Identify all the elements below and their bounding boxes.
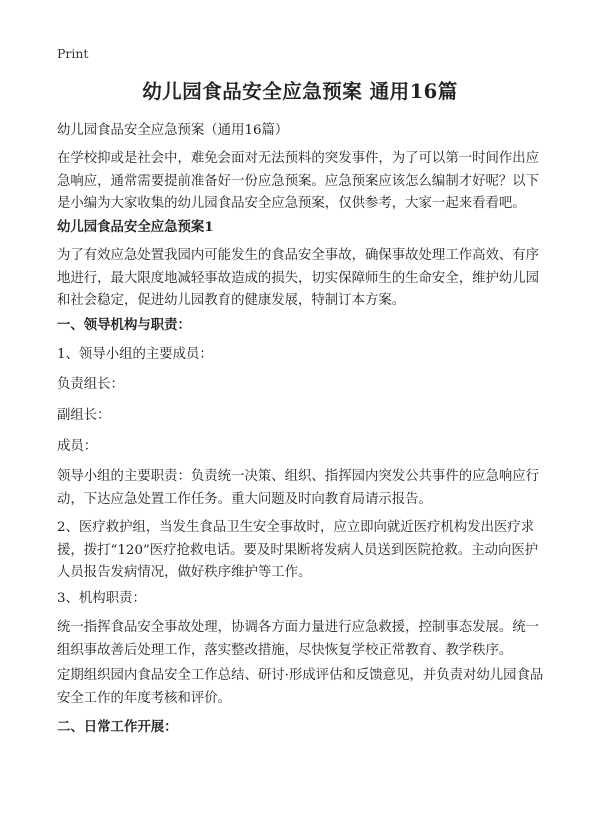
heading-leadership: 一、领导机构与职责： — [57, 317, 191, 333]
document-title: 幼儿园食品安全应急预案 通用16篇 — [142, 80, 458, 103]
item-members: 1、领导小组的主要成员： — [57, 347, 213, 362]
members-label: 成员： — [57, 439, 98, 454]
heading-daily: 二、日常工作开展： — [57, 719, 178, 735]
section1-title: 幼儿园食品安全应急预案1 — [57, 219, 214, 235]
duties-paragraph: 领导小组的主要职责：负责统一决策、组织、指挥园内突发公共事件的应急响应行动，下达应急处置工作任务。重大问题及时向教育局请示报告。 — [57, 469, 540, 507]
medical-paragraph: 2、医疗救护组，当发生食品卫生安全事故时，应立即向就近医疗机构发出医疗求援，拨打“120”医疗抢救电话。要及时果断将发病人员送到医院抢救。主动向医护人员报告发病情况，做好秩序维护等工作。 — [57, 520, 539, 580]
deputy-label: 副组长： — [57, 408, 111, 423]
leader-label: 负责组长： — [57, 377, 124, 392]
print-link[interactable]: Print — [57, 46, 89, 61]
org-duties-paragraph: 统一指挥食品安全事故处理，协调各方面力量进行应急救援，控制事态发展。统一组织事故善后处理工作，落实整改措施，尽快恢复学校正常教育、教学秩序。 — [57, 620, 540, 658]
document-subtitle: 幼儿园食品安全应急预案（通用16篇） — [57, 123, 289, 138]
section1-paragraph: 为了有效应急处置我园内可能发生的食品安全事故，确保事故处理工作高效、有序地进行，最大限度地减轻事故造成的损失，切实保障师生的生命安全，维护幼儿园和社会稳定，促进幼儿园教育的健康发展，特制订本方案。 — [57, 248, 540, 308]
org-duties-title: 3、机构职责： — [57, 591, 146, 606]
intro-paragraph: 在学校抑或是社会中，难免会面对无法预料的突发事件，为了可以第一时间作出应急响应，通常需要提前准备好一份应急预案。应急预案应该怎么编制才好呢？以下是小编为大家收集的幼儿园食品安全应急预案，仅供参考，大家一起来看看吧。 — [57, 151, 540, 211]
regular-paragraph: 定期组织园内食品安全工作总结、研讨·形成评估和反馈意见，并负责对幼儿园食品安全工作的年度考核和评价。 — [57, 668, 544, 706]
